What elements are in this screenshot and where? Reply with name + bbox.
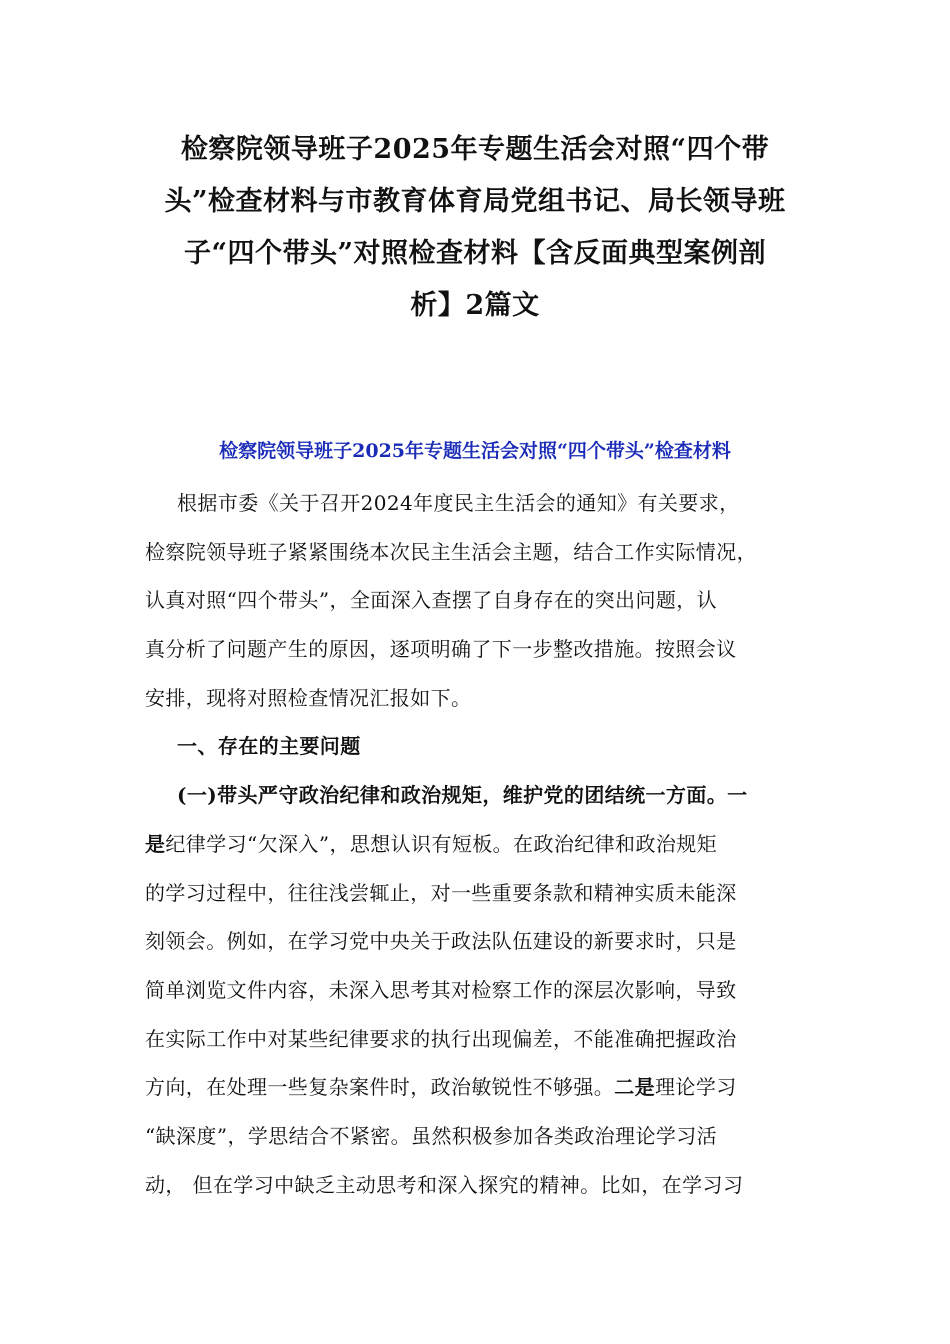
second-point-label: 二是 <box>614 1075 656 1100</box>
paragraph-line: 动， 但在学习中缺乏主动思考和深入探究的精神。比如，在学习习 <box>145 1172 744 1197</box>
paragraph-line: 检察院领导班子紧紧围绕本次民主生活会主题，结合工作实际情况， <box>145 539 757 564</box>
paragraph-text: 理论学习 <box>655 1075 737 1100</box>
first-point-label-b: 是 <box>145 831 166 856</box>
main-title-line: 析】2篇文 <box>410 290 540 321</box>
paragraph-line: 认真对照“四个带头”，全面深入查摆了自身存在的突出问题，认 <box>145 588 718 613</box>
paragraph-line <box>145 820 825 869</box>
first-point-label-a: 一 <box>727 783 748 808</box>
document-main-title <box>150 124 800 332</box>
paragraph-text: 方向，在处理一些复杂案件时，政治敏锐性不够强。 <box>145 1075 615 1100</box>
paragraph-line: 的学习过程中，往往浅尝辄止，对一些重要条款和精神实质未能深 <box>145 880 737 905</box>
paragraph-line: “缺深度”，学思结合不紧密。虽然积极参加各类政治理论学习活 <box>145 1123 718 1148</box>
paragraph-line: 真分析了问题产生的原因，逐项明确了下一步整改措施。按照会议 <box>145 637 737 662</box>
document-body <box>145 479 825 1209</box>
paragraph-line: 刻领会。例如，在学习党中央关于政法队伍建设的新要求时，只是 <box>145 929 737 954</box>
paragraph-line: 安排，现将对照检查情况汇报如下。 <box>145 685 472 710</box>
paragraph-line <box>145 1063 825 1112</box>
main-title-line: 头”检查材料与市教育体育局党组书记、局长领导班 <box>164 186 786 217</box>
subsection-heading: (一)带头严守政治纪律和政治规矩，维护党的团结统一方面。 <box>177 783 728 808</box>
section-heading: 一、存在的主要问题 <box>177 734 361 759</box>
paragraph-line: 根据市委《关于召开2024年度民主生活会的通知》有关要求， <box>177 491 740 515</box>
subsection-heading-line <box>145 771 825 820</box>
main-title-line: 子“四个带头”对照检查材料【含反面典型案例剖 <box>183 238 767 269</box>
paragraph-line: 在实际工作中对某些纪律要求的执行出现偏差，不能准确把握政治 <box>145 1026 737 1051</box>
main-title-line: 检察院领导班子2025年专题生活会对照“四个带 <box>180 134 770 165</box>
paragraph-line: 简单浏览文件内容，未深入思考其对检察工作的深层次影响，导致 <box>145 977 737 1002</box>
document-sub-title: 检察院领导班子2025年专题生活会对照“四个带头”检查材料 <box>219 440 731 462</box>
paragraph-text: 纪律学习“欠深入”，思想认识有短板。在政治纪律和政治规矩 <box>165 831 718 856</box>
